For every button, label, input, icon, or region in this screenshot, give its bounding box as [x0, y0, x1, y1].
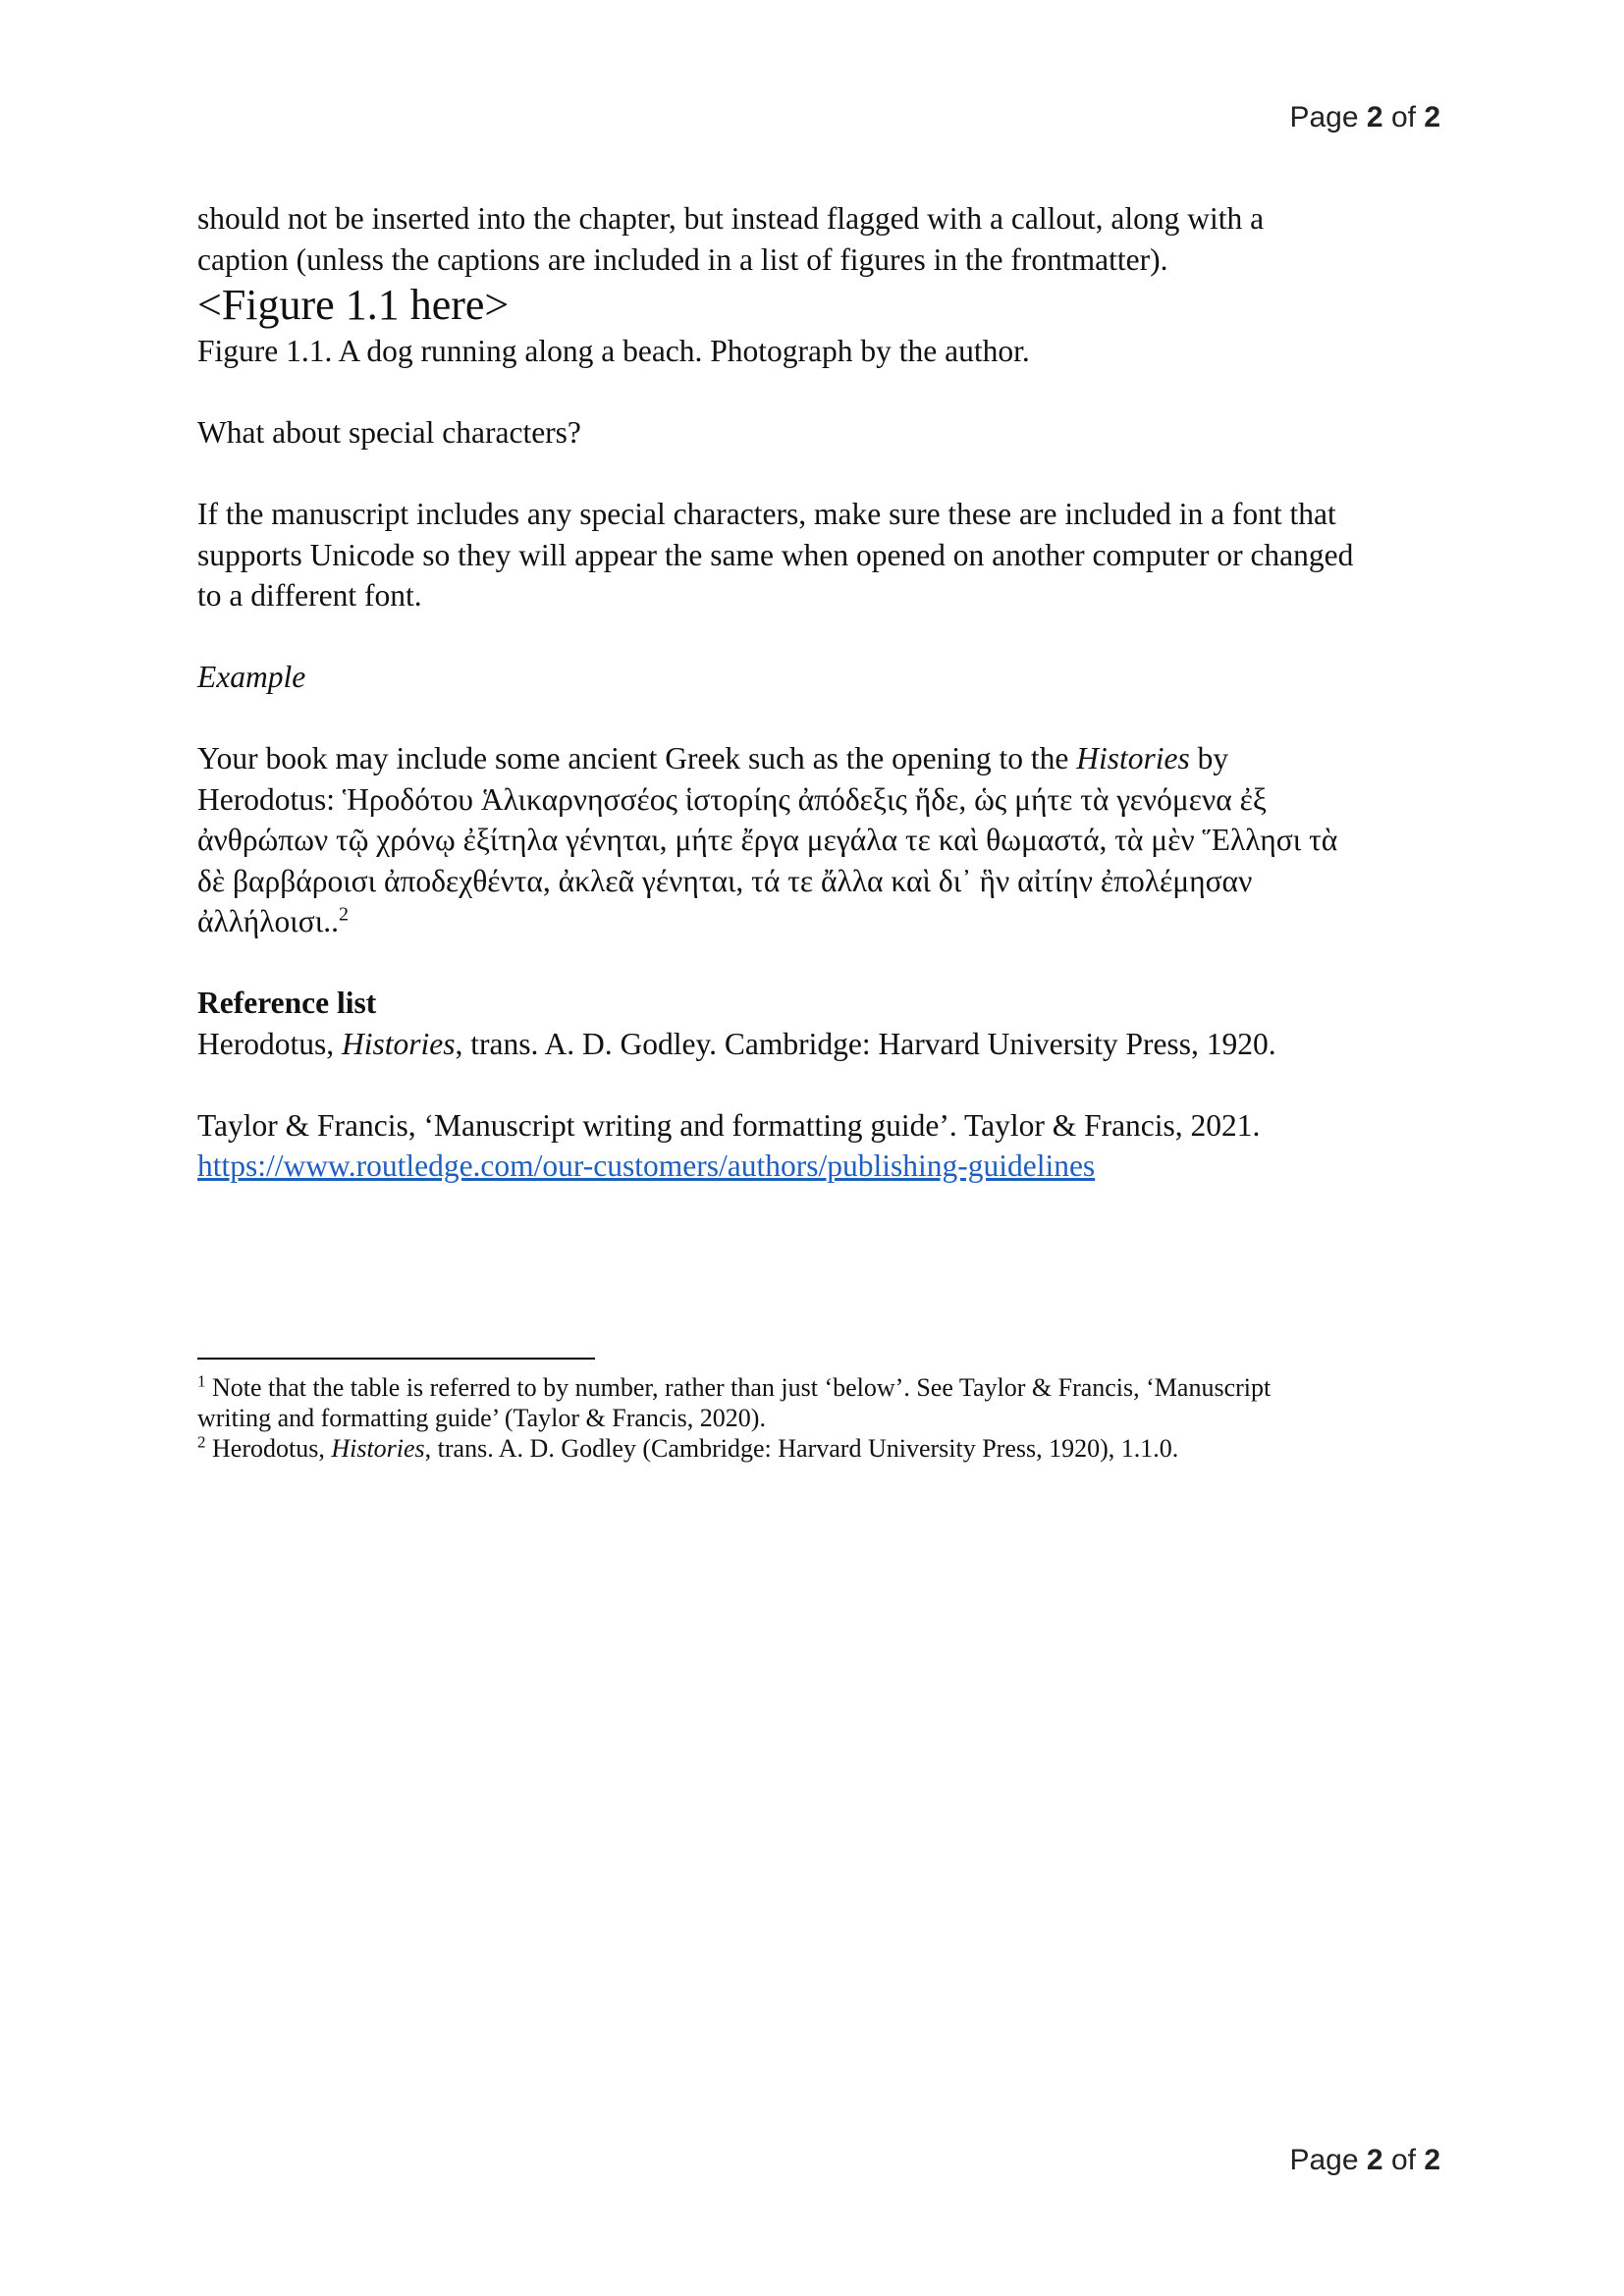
greek-line-2: Herodotus: Ἡροδότου Ἁλικαρνησσέος ἱστορίης ἀπόδεξις ἥδε, ὡς μήτε τὰ γενόμενα ἐξ — [197, 781, 1267, 817]
footnote-ref-2[interactable]: 2 — [338, 903, 349, 926]
figure-caption: Figure 1.1. A dog running along a beach. Photograph by the author. — [197, 334, 1030, 368]
footnote-separator — [197, 1358, 595, 1360]
page-current: 2 — [1366, 101, 1383, 133]
page-label: Page — [1289, 2144, 1359, 2176]
page-number-footer — [1289, 2143, 1440, 2178]
publishing-guidelines-link[interactable]: https://www.routledge.com/our-customers/authors/publishing-guidelines — [197, 1148, 1096, 1183]
greek-line-3: ἀνθρώπων τῷ χρόνῳ ἐξίτηλα γένηται, μήτε ἔργα μεγάλα τε καὶ θωμαστά, τὰ μὲν Ἕλλησι τὰ — [197, 823, 1338, 857]
greek-intro-line: Your book may include some ancient Greek such as the opening to the Histories by — [197, 741, 1229, 775]
intro-line-2: caption (unless the captions are included in a list of figures in the frontmatter). — [197, 241, 1168, 277]
unicode-line-1: If the manuscript includes any special characters, make sure these are included in a font that — [197, 497, 1336, 531]
page-number-header — [1289, 100, 1440, 135]
intro-line-1: should not be inserted into the chapter, but instead flagged with a callout, along with a — [197, 201, 1265, 236]
reference-herodotus: Herodotus, Histories, trans. A. D. Godley. Cambridge: Harvard University Press, 1920. — [197, 1026, 1276, 1061]
footnotes — [197, 1372, 1435, 1464]
unicode-line-2: supports Unicode so they will appear the same when opened on another computer or changed — [197, 537, 1354, 572]
footnote-1: $^1$ Note that the table is referred to by number, rather than just ‘below’. See Taylor & Francis, ‘Manuscript — [197, 1371, 1272, 1402]
page-of: of — [1390, 101, 1416, 133]
page-total: 2 — [1424, 2144, 1440, 2176]
greek-line-4: δὲ βαρβάροισι ἀποδεχθέντα, ἀκλεᾶ γένηται, τά τε ἄλλα καὶ δι᾽ ἣν αἰτίην ἐπολέμησαν — [197, 863, 1253, 898]
reference-list-heading: Reference list — [197, 986, 377, 1020]
page-current: 2 — [1366, 2144, 1383, 2176]
special-characters-question: What about special characters? — [197, 415, 581, 450]
reference-link-line — [197, 1146, 1435, 1187]
unicode-line-3: to a different font. — [197, 578, 422, 613]
page-label: Page — [1289, 101, 1359, 133]
greek-line-5: ἀλλήλοισι..$^2$ — [197, 903, 349, 938]
reference-taylor-francis: Taylor & Francis, ‘Manuscript writing and formatting guide’. Taylor & Francis, 2021. — [197, 1107, 1261, 1143]
example-label: Example — [197, 660, 306, 694]
page-of: of — [1390, 2144, 1416, 2176]
footnote-2: $^2$ Herodotus, Histories, trans. A. D. Godley (Cambridge: Harvard University Press, 1920), 1.1.0. — [197, 1432, 1179, 1463]
document-body — [197, 198, 1435, 1187]
page-total: 2 — [1424, 101, 1440, 133]
figure-placeholder: <Figure 1.1 here> — [197, 281, 510, 329]
footnote-1-continued: writing and formatting guide’ (Taylor & Francis, 2020). — [197, 1404, 766, 1432]
